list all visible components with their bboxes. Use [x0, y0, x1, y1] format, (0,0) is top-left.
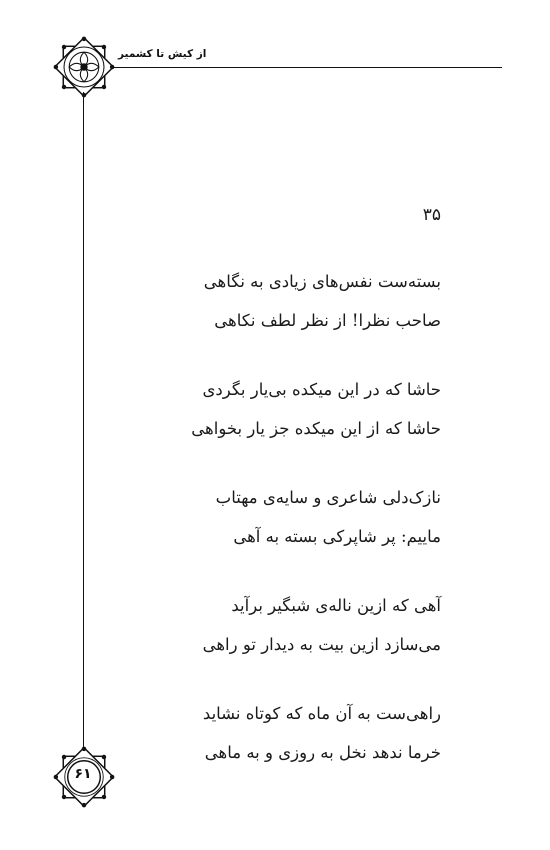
- verse-line: صاحب نظرا! از نظر لطف نکاهی: [214, 311, 441, 330]
- verse-line: حاشا که در این میکده بی‌یار بگردی: [202, 380, 441, 399]
- running-header-title: از کیش تا کشمیر: [118, 48, 207, 60]
- star-rosette-icon: [47, 30, 121, 104]
- verse-line: خرما ندهد نخل به روزی و به ماهی: [204, 743, 441, 762]
- verse-line: راهی‌ست به آن ماه که کوتاه نشاید: [202, 704, 441, 723]
- stanza: [121, 370, 441, 448]
- verse-line: بسته‌ست نفس‌های زیادی به نگاهی: [203, 272, 441, 291]
- stanza: [121, 694, 441, 772]
- stanza: [121, 586, 441, 664]
- stanza: [121, 262, 441, 340]
- poem-number: ۳۵: [422, 205, 441, 225]
- page-number: ۶۱: [74, 766, 92, 782]
- verse-line: آهی که ازین ناله‌ی شبگیر برآید: [231, 596, 441, 615]
- poem-body: [121, 262, 441, 802]
- verse-line: نازک‌دلی شاعری و سایه‌ی مهتاب: [215, 488, 441, 507]
- verse-line: می‌سازد ازین بیت به دیدار تو راهی: [202, 635, 441, 654]
- verse-line: حاشا که از این میکده جز یار بخواهی: [191, 419, 441, 438]
- margin-spine-line: [83, 92, 84, 747]
- verse-line: ماییم: پر شاپرکی بسته به آهی: [233, 527, 441, 546]
- header-rule: [112, 67, 502, 68]
- stanza: [121, 478, 441, 556]
